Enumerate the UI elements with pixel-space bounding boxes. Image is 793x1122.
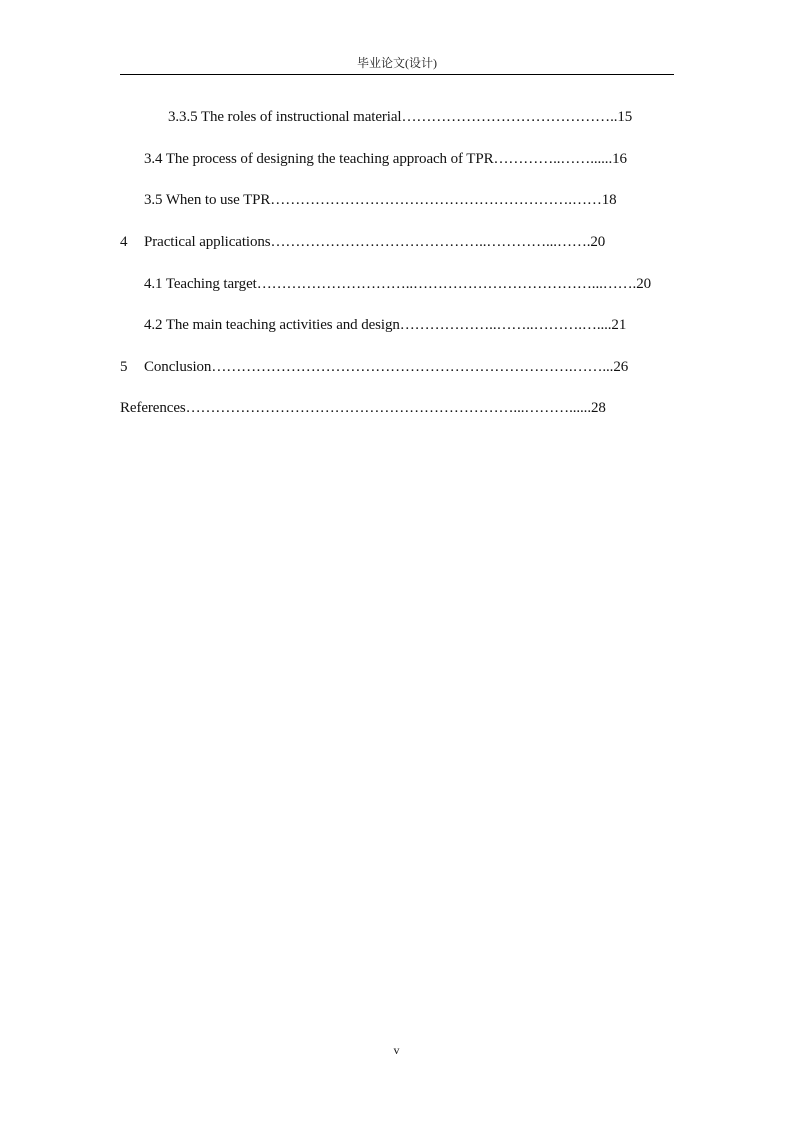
- toc-entry-text: References…………………………………………………………...………......28: [120, 400, 606, 416]
- toc-entry-references: [120, 398, 669, 418]
- toc-entry-text: 4.2 The main teaching activities and design………………..……..……….…....21: [144, 317, 627, 333]
- toc-entry-number: 5: [120, 359, 128, 375]
- page-header: [120, 56, 674, 75]
- toc-entry-4: [120, 232, 669, 252]
- header-title: 毕业论文(设计): [357, 56, 437, 70]
- toc-entry-text: 3.5 When to use TPR…………………………………………………….……18: [144, 192, 617, 208]
- toc-entry-number: 4: [120, 234, 128, 250]
- toc-entry-text: 3.3.5 The roles of instructional material……………………………………..15: [168, 109, 633, 125]
- toc-entry-3-4: [144, 149, 669, 169]
- toc-entry-text: 4.1 Teaching target…………………………..………………………………...…….20: [144, 276, 652, 292]
- toc-entry-4-2: [144, 315, 669, 335]
- toc-entry-3-5: [144, 190, 669, 210]
- page-number-text: v: [393, 1043, 400, 1057]
- page-number: [0, 1043, 793, 1057]
- toc-entry-4-1: [144, 274, 669, 294]
- toc-entry-text: Practical applications……………………………………..…………...…….20: [144, 234, 606, 250]
- toc-entry-3-3-5: [168, 107, 669, 127]
- toc-entry-text: 3.4 The process of designing the teaching approach of TPR…………..……......16: [144, 151, 627, 167]
- toc-entry-text: Conclusion……………………………………………………………….……...26: [144, 359, 629, 375]
- toc-entry-5: [120, 357, 669, 377]
